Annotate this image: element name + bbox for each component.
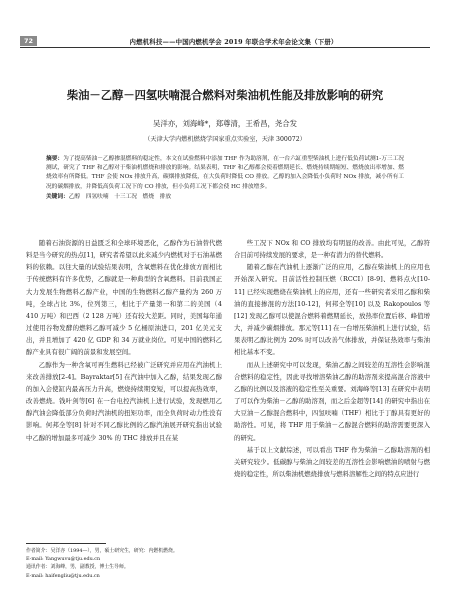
author-list: 吴洋亦，刘海峰*，郑尊清，王希昌，尧合发 bbox=[152, 119, 298, 128]
page-number: 72 bbox=[20, 36, 37, 46]
page-header bbox=[20, 36, 430, 46]
body-paragraph: 些工况下 NOx 和 CO 排放均有明显的改善。由此可见，乙醇符合目前可持续发展的要求，是一种有潜力的替代燃料。 bbox=[234, 239, 430, 260]
footnote-line: E-mail: haifengliu@tju.edu.cn bbox=[26, 572, 100, 579]
paper-title: 柴油－乙醇－四氢呋喃混合燃料对柴油机性能及排放影响的研究 bbox=[66, 89, 384, 102]
body-paragraph: 乙醇作为一种含氧可再生燃料已经被广泛研究并应用在汽油机上来改善排放[2-4]。Bayraktar[5] 在汽油中加入乙醇，结果发现乙醇的加入会使缸内最高压力升高，燃烧持续期变短，可以提高热效率，改善燃烧。钱叶剑等[6] 在一台电控汽油机上进行试验，发现燃用乙醇汽油会降低部分负荷时汽油机的扭矩功率，而全负荷时动力性没有影响。何邦全等[8] 针对不同乙醇比例的乙醇汽油展开研究指出试验中乙醇的增加最多可减少 30% 的 THC 排放并且在某 bbox=[26, 360, 222, 442]
footnote-line: E-mail: Yangwuvu@tju.edu.cn bbox=[26, 556, 101, 563]
running-title: 内燃机科技——中国内燃机学会 2019 年联合学术年会论文集（下册） bbox=[129, 37, 338, 46]
body-paragraph: 基于以上文献综述，可以看出 THF 作为柴油－乙醇助溶剂的相关研究较少。低碳醇与柴油之间较差的互溶性会影响燃油的喷射与燃烧的稳定性，所以柴油机燃烧排放与燃料溶解性之间的特点应进行 bbox=[234, 445, 430, 478]
body-column-right bbox=[234, 237, 430, 480]
footnote-line: 作者简介：吴洋亦（1994—），男，硕士研究生，研究：内燃机燃烧。 bbox=[26, 548, 178, 554]
header-rule bbox=[20, 47, 430, 48]
keywords-text: 乙醇 四氢呋喃 十三工况 燃烧 排放 bbox=[68, 193, 172, 200]
abstract-text: 为了提高柴油－乙醇掺混燃料的稳定性，本文在试验燃料中添加 THF 作为助溶剂，在一台六缸重型柴油机上进行低负荷试测1-万三工况测试，研究了 THF 和乙醇对于柴油机燃烧和排放的影响。结果表明，THF 和乙醇都会使着燃期延长、燃烧持续期缩短、燃烧放出率增加、燃烧效率有所降低。THF 会使 NOx 排放升高，碳烟排放降低，在大负荷时降低 CO 排放。乙醇的加入会降低小负荷时 NOx 排放，减小所有工况的碳烟排放，并降低高负荷工况下的 CO 排放，但小负荷工况下都会使 HC 排放增多。 bbox=[46, 156, 404, 190]
keywords-label: 关键词： bbox=[46, 193, 69, 200]
body-paragraph: 随着石油资源的日益匮乏和全球环境恶化，乙醇作为石油替代燃料是当今研究的热点[1]，研究者希望以此来减少内燃机对于石油基燃料的依赖。以往大量的试验结果表明，含氧燃料在优化排放方面相比于传统燃料有许多优势，乙醇就是一种典型的含氧燃料。目前我国正大力发展生物燃料乙醇产业，中国的生物燃料乙醇产量约为 260 万吨，全球占比 3%，位列第三，相比于产量第一和第二的美国（4 410 万吨）和巴西（2 128 万吨）还有较大差距。同时，美国每年通过使用谷物发酵的燃料乙醇可减少 5 亿桶原油进口，201 亿美元支出，并且增加了 420 亿 GDP 和 34 万就业岗位。可见中国的燃料乙醇产业具有很广阔的前景和发展空间。 bbox=[26, 239, 222, 357]
footnote-line: 通讯作者：刘海峰，男，副教授，博士生导师。 bbox=[26, 564, 129, 571]
body-column-left bbox=[26, 237, 222, 444]
keywords bbox=[46, 193, 404, 202]
affiliation: （天津大学内燃机燃烧学国家重点实验室，天津 300072） bbox=[144, 136, 306, 143]
abstract-label: 摘要： bbox=[46, 156, 64, 162]
body-paragraph: 而从上述研究中可以发现，柴油乙醇之间较差的互溶性会影响混合燃料的稳定性，因此寻找增溶柴油乙醇的助溶剂来提高混合溶液中乙醇的比例以及溶液的稳定性至关重要。刘海峰等[13] 在研究中表明了可以作为柴油－乙醇的助溶剂，而之后金超等[14] 的研究中指出在大豆油－乙醇混合燃料中，四氢呋喃（THF）相比于丁醇具有更好的助溶性。可见，将 THF 用于柴油－乙醇混合燃料的助溶需要更深入的研究。 bbox=[234, 360, 430, 442]
body-paragraph: 随着乙醇在汽油机上逐渐广泛的应用，乙醇在柴油机上的应用也开始深入研究。目前活性控制压燃（RCCI）[8-9]、燃料点火[10-11] 已经实现燃烧在柴油机上的应用，还有一些研究者采用乙醇和柴油的直接掺混的方法[10-12]，何邦全等[10] 以及 Rakopoulos 等[12] 发现乙醇可以使混合燃料着燃期延长，放热率位置后移、峰值增大，并减少碳烟排放。那元等[11] 在一台增压柴油机上进行试验，结果表明乙醇比例为 20% 时可以改善气体排放，并保证热效率与柴油相比基本不变。 bbox=[234, 263, 430, 357]
footnote-rule bbox=[26, 543, 106, 544]
abstract bbox=[46, 155, 404, 202]
footnote bbox=[26, 547, 224, 580]
